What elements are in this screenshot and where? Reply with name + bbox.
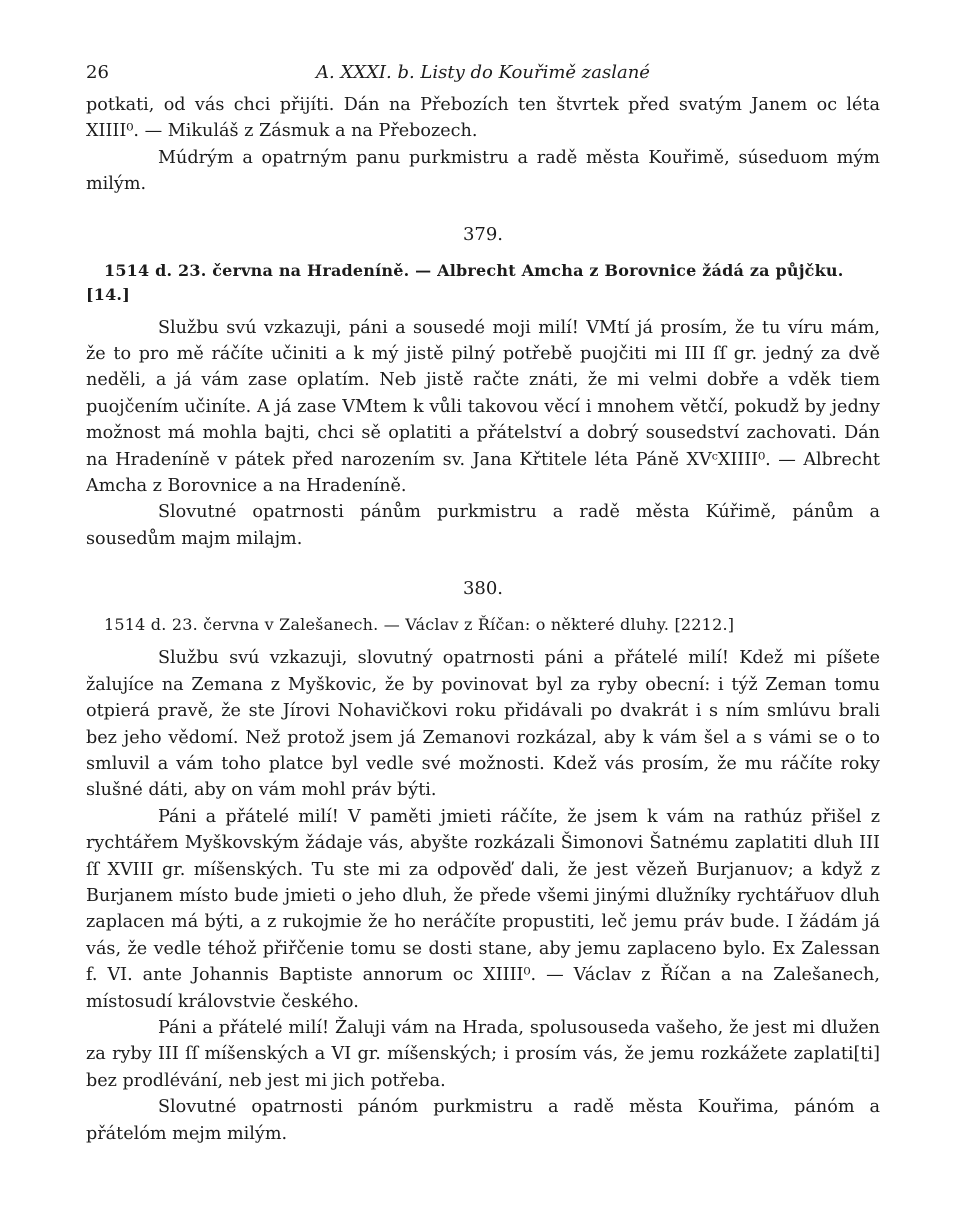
- section-number: 379.: [462, 223, 504, 245]
- letter-address-paragraph: Slovutné opatrnosti pánům purkmistru a radě města Kúřimě, pánům a sousedům majm milajm.: [86, 502, 880, 549]
- letter-380: [86, 578, 880, 1147]
- letter-body-paragraph: Páni a přátelé milí! V paměti jmieti ráčíte, že jsem k vám na rathúz přišel z rychtářem Myškovským žádaje vás, abyšte rozkázali Šimonovi Šatnému zaplatiti dluh III ſſ XVIII gr. míšenských. Tu ste mi za odpověď dali, že jest vězeň Burjanuov; a když z Burjanem místo bude jmieti o jeho dluh, že přede všemi jinými dlužníky rychtářuov dluh zaplacen má býti, a z rukojmie že ho neráčíte propustiti, leč jemu práv bude. I žádám já vás, že vedle téhož přiřčenie tomu se dosti stane, aby jemu zaplaceno bylo. Ex Zalessan f. VI. ante Johannis Baptiste annorum oc XIIII⁰. — Václav z Říčan a na Zalešanech, místosudí královstvie českého.: [86, 806, 880, 1012]
- running-title: A. XXXI. b. Listy do Kouřimě zaslané: [316, 62, 650, 83]
- letter-body-paragraph: Službu svú vzkazuji, páni a sousedé moji milí! VMtí já prosím, že tu víru mám, že to pro mě ráčíte učiniti a k mý jistě pilný potřebě puojčiti mi III ſſ gr. jedný za dvě neděli, a já vám zase oplatím. Neb jistě račte znáti, že mi velmi dobře a vděk tiem puojčením učiníte. A já zase VMtem k vůli takovou věcí i mnohem větčí, pokudž by jedny možnost má mohla bajti, chci sě oplatiti a přátelství a dobrý sousedství zachovati. Dán na Hradeníně v pátek před narozením sv. Jana Křtitele léta Páně XVᶜXIIII⁰. — Albrecht Amcha z Borovnice a na Hradeníně.: [86, 317, 880, 497]
- address-paragraph: Múdrým a opatrným panu purkmistru a radě města Kouřimě, súseduom mým milým.: [86, 147, 880, 195]
- regest: 1514 d. 23. června na Hradeníně. — Albrecht Amcha z Borovnice žádá za půjčku. [14.]: [86, 260, 844, 304]
- letter-body-paragraph: Páni a přátelé milí! Žaluji vám na Hrada, spolusouseda vašeho, že jest mi dlužen za ryby III ſſ míšenských a VI gr. míšenských; i prosím vás, že jemu rozkážete zaplati[ti] bez prodlévání, neb jest mi jich potřeba.: [86, 1017, 880, 1091]
- page-header: [86, 56, 880, 92]
- letter-address-paragraph: Slovutné opatrnosti pánóm purkmistru a radě města Kouřima, pánóm a přátelóm mejm milým.: [86, 1097, 880, 1144]
- section-number: 380.: [462, 578, 504, 600]
- letter-379: [86, 224, 880, 553]
- document-page: [86, 56, 880, 1147]
- letter-body-paragraph: Službu svú vzkazuji, slovutný opatrnosti páni a přátelé milí! Kdež mi píšete žalujíce na Zemana z Myškovic, že by povinovat byl za ryby obecní: i týž Zeman tomu otpierá pravě, že ste Jírovi Nohavičkovi roku přidávali po dvakrát i s ním smlúvu brali bez jeho vědomí. Než protož jsem já Zemanovi rozkázal, aby k vám šel a s vámi se o to smluvil a vám toho platce byl vedle své možnosti. Kdež vás prosím, že mu ráčíte roky slušné dáti, aby on vám mohl práv býti.: [86, 648, 880, 801]
- regest: 1514 d. 23. června v Zalešanech. — Václav z Říčan: o některé dluhy. [2212.]: [104, 615, 735, 635]
- continuation-paragraph: potkati, od vás chci přijíti. Dán na Přebozích ten štvrtek před svatým Janem oc léta XIIII⁰. — Mikuláš z Zásmuk a na Přebozech.: [86, 95, 880, 142]
- page-number: 26: [86, 62, 109, 83]
